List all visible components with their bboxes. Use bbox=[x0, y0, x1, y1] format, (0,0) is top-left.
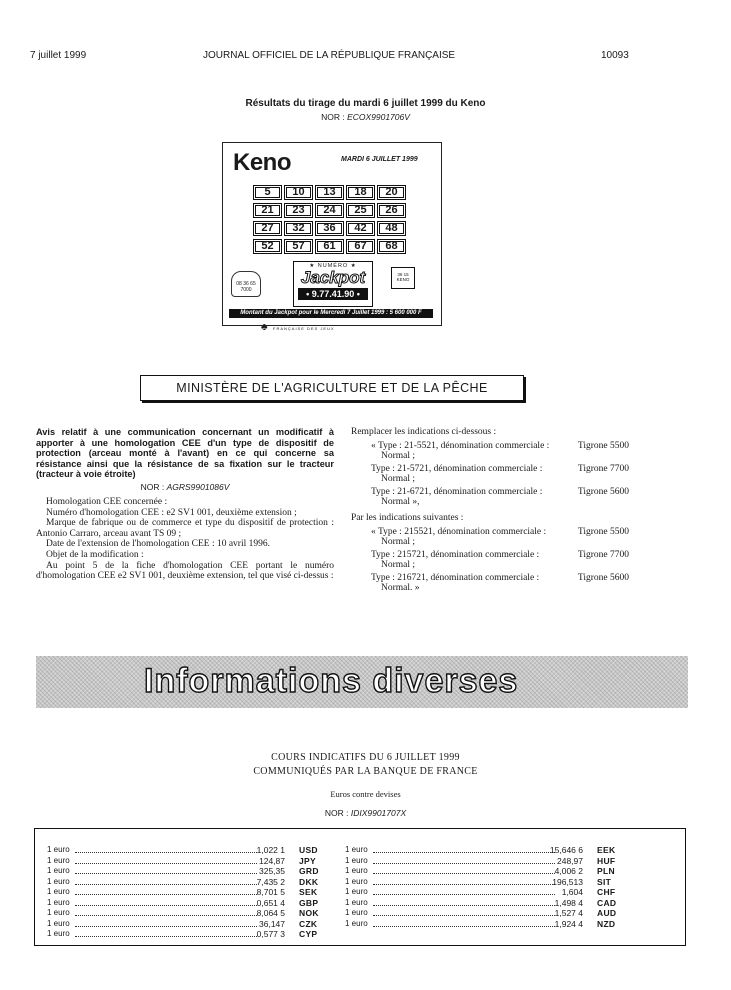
keno-number-cell: 5 bbox=[253, 185, 282, 200]
replace-by: Par les indications suivantes : bbox=[351, 513, 464, 523]
type-continuation: Normal ; bbox=[381, 537, 416, 547]
rate-label: 1 euro bbox=[345, 876, 368, 886]
fdj-label: FRANÇAISE DES JEUX bbox=[273, 326, 335, 331]
currency-code: AUD bbox=[597, 908, 617, 918]
type-continuation: Normal. » bbox=[381, 583, 420, 593]
cours-nor-label: NOR : bbox=[324, 808, 349, 818]
rate-label: 1 euro bbox=[47, 887, 70, 896]
type-designation: Type : 215721, dénomination commerciale : bbox=[371, 550, 540, 560]
keno-ticket-date: MARDI 6 JUILLET 1999 bbox=[341, 156, 418, 163]
currency-code: USD bbox=[299, 845, 318, 855]
keno-number-cell: 61 bbox=[315, 239, 344, 254]
keno-number-cell: 25 bbox=[346, 203, 375, 218]
rate-value: 0,577 3 bbox=[256, 929, 285, 939]
jackpot-label: ★ NUMÉRO ★ bbox=[309, 263, 357, 269]
leader-dots bbox=[75, 852, 257, 853]
rate-label: 1 euro bbox=[345, 908, 368, 917]
rate-label: 1 euro bbox=[47, 908, 70, 917]
keno-number-cell: 24 bbox=[315, 203, 344, 218]
rate-label: 1 euro bbox=[345, 918, 368, 928]
type-designation: « Type : 21-5521, dénomination commerciale : bbox=[371, 441, 550, 451]
type-trade-name: Tigrone 5500 bbox=[577, 527, 629, 537]
avis-paragraph: Homologation CEE concernée : bbox=[46, 497, 168, 508]
keno-nor-label: NOR : bbox=[321, 112, 345, 122]
rate-value: 36,147 bbox=[259, 918, 285, 929]
rate-row bbox=[345, 877, 627, 887]
keno-number-cell: 26 bbox=[377, 203, 406, 218]
avis-paragraphs bbox=[36, 497, 334, 582]
rate-row bbox=[345, 898, 627, 908]
cours-title-line1: COURS INDICATIFS DU 6 JUILLET 1999 bbox=[271, 752, 460, 763]
rate-value: 325,35 bbox=[259, 866, 285, 876]
phone-number: 08 36 65 7000 bbox=[236, 281, 256, 293]
section-banner bbox=[36, 656, 688, 708]
currency-code: HUF bbox=[597, 855, 616, 866]
rate-label: 1 euro bbox=[47, 929, 70, 938]
leader-dots bbox=[373, 863, 555, 864]
keno-number-cell: 27 bbox=[253, 221, 282, 236]
ministry-heading: MINISTÈRE DE L'AGRICULTURE ET DE LA PÊCHE bbox=[140, 375, 524, 401]
rate-row bbox=[47, 887, 329, 897]
header-date: 7 juillet 1999 bbox=[30, 50, 87, 61]
rate-row bbox=[47, 898, 329, 908]
rate-value: 1,022 1 bbox=[256, 845, 285, 855]
rate-row bbox=[47, 929, 329, 939]
leader-dots bbox=[75, 873, 257, 874]
cours-nor bbox=[0, 808, 731, 818]
currency-code: CAD bbox=[597, 897, 617, 908]
keno-number-cell: 13 bbox=[315, 185, 344, 200]
leader-dots bbox=[373, 873, 555, 874]
leader-dots bbox=[75, 884, 257, 885]
jackpot-box bbox=[293, 261, 373, 307]
rate-value: 0,651 4 bbox=[256, 897, 285, 908]
rate-value: 124,87 bbox=[259, 855, 285, 866]
rate-value: 1,924 4 bbox=[554, 918, 583, 929]
clover-logo-icon: ♣ bbox=[261, 322, 268, 333]
rate-label: 1 euro bbox=[47, 855, 70, 865]
currency-code: DKK bbox=[299, 876, 319, 887]
keno-logo: Keno bbox=[233, 149, 291, 176]
type-continuation: Normal ; bbox=[381, 474, 416, 484]
rate-value: 1,498 4 bbox=[554, 897, 583, 908]
cours-subtitle: Euros contre devises bbox=[330, 789, 401, 799]
keno-number-cell: 32 bbox=[284, 221, 313, 236]
exchange-rates-table bbox=[34, 828, 686, 946]
type-designation: Type : 21-5721, dénomination commerciale : bbox=[371, 464, 543, 474]
type-designation: Type : 216721, dénomination commerciale : bbox=[371, 573, 540, 583]
rate-row bbox=[345, 908, 627, 918]
rate-label: 1 euro bbox=[345, 897, 368, 907]
rate-value: 15,646 6 bbox=[549, 845, 583, 855]
leader-dots bbox=[373, 926, 555, 927]
rate-value: 248,97 bbox=[557, 855, 583, 866]
rate-label: 1 euro bbox=[47, 918, 70, 928]
type-trade-name: Tigrone 7700 bbox=[577, 464, 629, 474]
rate-value: 196,513 bbox=[552, 876, 583, 887]
leader-dots bbox=[75, 905, 257, 906]
jackpot-prize-banner: Montant du Jackpot pour le Mercredi 7 Juillet 1999 : 5 600 000 F bbox=[229, 309, 433, 318]
rate-row bbox=[47, 919, 329, 929]
leader-dots bbox=[373, 905, 555, 906]
jackpot-word: Jackpot bbox=[300, 268, 366, 287]
keno-number-cell: 67 bbox=[346, 239, 375, 254]
type-designation: « Type : 215521, dénomination commerciale : bbox=[371, 527, 547, 537]
currency-code: CZK bbox=[299, 918, 318, 929]
header-page-number: 10093 bbox=[601, 50, 629, 61]
keno-title: Résultats du tirage du mardi 6 juillet 1999 du Keno bbox=[245, 98, 486, 109]
keno-number-cell: 21 bbox=[253, 203, 282, 218]
keno-number-cell: 20 bbox=[377, 185, 406, 200]
avis-paragraph: Date de l'extension de l'homologation CEE : 10 avril 1996. bbox=[46, 539, 270, 550]
rate-label: 1 euro bbox=[345, 855, 368, 865]
type-trade-name: Tigrone 7700 bbox=[577, 550, 629, 560]
replace-intro: Remplacer les indications ci-dessous : bbox=[351, 427, 497, 437]
currency-code: CHF bbox=[597, 887, 616, 897]
rate-value: 1,604 bbox=[561, 887, 583, 897]
rate-row bbox=[345, 919, 627, 929]
keno-number-cell: 52 bbox=[253, 239, 282, 254]
avis-paragraph: Marque de fabrique ou de commerce et type du dispositif de protection : Antonio Carraro, arceau avant TS 09 ; bbox=[36, 518, 334, 539]
type-designation: Type : 21-6721, dénomination commerciale : bbox=[371, 487, 543, 497]
keno-nor-code: ECOX9901706V bbox=[347, 112, 410, 122]
rate-row bbox=[47, 866, 329, 876]
keno-nor bbox=[0, 112, 731, 122]
keno-number-cell: 36 bbox=[315, 221, 344, 236]
avis-paragraph: Au point 5 de la fiche d'homologation CEE portant le numéro d'homologation CEE e2 SV1 001, deuxième extension, tel que visé ci-dessus : bbox=[36, 560, 334, 582]
rate-value: 8,064 5 bbox=[256, 908, 285, 918]
keno-number-cell: 68 bbox=[377, 239, 406, 254]
rate-label: 1 euro bbox=[47, 866, 70, 875]
rate-label: 1 euro bbox=[47, 897, 70, 907]
leader-dots bbox=[75, 915, 257, 916]
rate-row bbox=[345, 866, 627, 876]
rate-label: 1 euro bbox=[345, 866, 368, 875]
rate-label: 1 euro bbox=[47, 845, 70, 854]
minitel-icon bbox=[391, 267, 415, 289]
avis-nor-label: NOR : bbox=[140, 481, 165, 492]
type-trade-name: Tigrone 5500 bbox=[577, 441, 629, 451]
rate-value: 7,435 2 bbox=[256, 876, 285, 887]
currency-code: EEK bbox=[597, 845, 616, 855]
avis-nor-code: AGRS9901086V bbox=[166, 481, 230, 492]
rate-label: 1 euro bbox=[47, 876, 70, 886]
telephone-icon bbox=[231, 271, 261, 297]
type-continuation: Normal ; bbox=[381, 451, 416, 461]
minitel-code: 36 15 KENO bbox=[396, 272, 410, 282]
keno-ticket bbox=[222, 142, 442, 333]
cours-nor-code: IDIX9901707X bbox=[350, 808, 407, 818]
leader-dots bbox=[75, 926, 257, 927]
currency-code: JPY bbox=[299, 855, 316, 866]
type-trade-name: Tigrone 5600 bbox=[577, 573, 629, 583]
keno-number-cell: 57 bbox=[284, 239, 313, 254]
section-banner-title: Informations diverses bbox=[144, 662, 519, 700]
leader-dots bbox=[373, 894, 555, 895]
rate-row bbox=[345, 845, 627, 855]
cours-title-line2: COMMUNIQUÉS PAR LA BANQUE DE FRANCE bbox=[253, 766, 478, 777]
keno-number-cell: 10 bbox=[284, 185, 313, 200]
leader-dots bbox=[75, 894, 257, 895]
keno-number-cell: 48 bbox=[377, 221, 406, 236]
replacement-column bbox=[351, 427, 631, 597]
header-journal-title: JOURNAL OFFICIEL DE LA RÉPUBLIQUE FRANÇAISE bbox=[203, 50, 456, 61]
rate-row bbox=[47, 877, 329, 887]
currency-code: PLN bbox=[597, 866, 615, 876]
rate-value: 4,006 2 bbox=[554, 866, 583, 876]
currency-code: SIT bbox=[597, 876, 612, 887]
keno-number-cell: 42 bbox=[346, 221, 375, 236]
currency-code: NOK bbox=[299, 908, 319, 918]
rate-value: 1,527 4 bbox=[554, 908, 583, 918]
avis-title: Avis relatif à une communication concernant un modificatif à apporter à une homologation CEE d'un type de dispositif de protection (arceau monté à l'avant) en ce qui concerne sa résistance ainsi que la résistance de sa fixation sur le tracteur (tracteur à voie étroite) bbox=[36, 427, 334, 479]
rate-label: 1 euro bbox=[345, 887, 368, 896]
rate-label: 1 euro bbox=[345, 845, 368, 854]
rate-row bbox=[47, 845, 329, 855]
rate-row bbox=[47, 908, 329, 918]
currency-code: GBP bbox=[299, 897, 319, 908]
currency-code: NZD bbox=[597, 918, 616, 929]
avis-column bbox=[36, 427, 334, 582]
leader-dots bbox=[75, 863, 257, 864]
currency-code: SEK bbox=[299, 887, 318, 897]
currency-code: CYP bbox=[299, 929, 318, 939]
avis-paragraph: Numéro d'homologation CEE : e2 SV1 001, deuxième extension ; bbox=[46, 507, 297, 518]
avis-nor bbox=[36, 482, 334, 493]
leader-dots bbox=[373, 915, 555, 916]
rate-row bbox=[345, 887, 627, 897]
type-continuation: Normal », bbox=[381, 497, 420, 507]
rate-value: 8,701 5 bbox=[256, 887, 285, 897]
jackpot-number: • 9.77.41.90 • bbox=[298, 288, 368, 300]
avis-paragraph: Objet de la modification : bbox=[46, 550, 144, 561]
leader-dots bbox=[75, 936, 257, 937]
leader-dots bbox=[373, 884, 555, 885]
keno-number-cell: 18 bbox=[346, 185, 375, 200]
type-continuation: Normal ; bbox=[381, 560, 416, 570]
rate-row bbox=[47, 856, 329, 866]
currency-code: GRD bbox=[299, 866, 319, 876]
type-trade-name: Tigrone 5600 bbox=[577, 487, 629, 497]
rate-row bbox=[345, 856, 627, 866]
keno-number-cell: 23 bbox=[284, 203, 313, 218]
leader-dots bbox=[373, 852, 555, 853]
